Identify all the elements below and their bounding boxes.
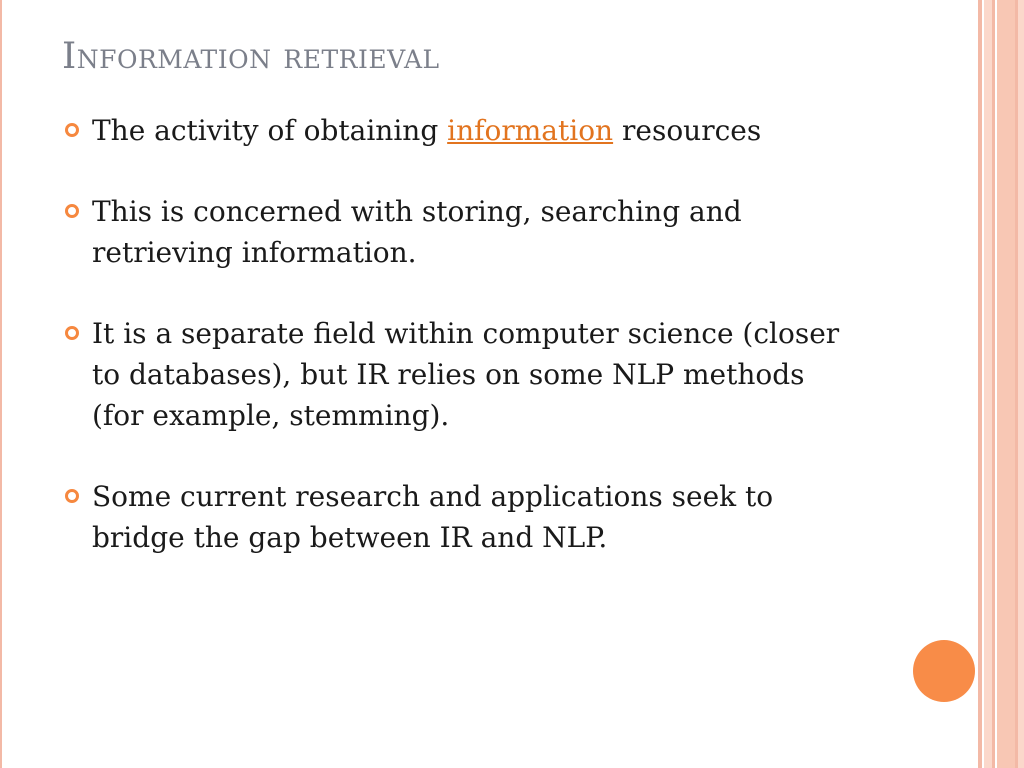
bullet-item xyxy=(62,110,862,151)
bullet-text: It is a separate field within computer science (closer to databases), but IR relies on some NLP methods (for example, stemming). xyxy=(92,317,840,432)
bullet-item xyxy=(62,313,862,436)
bullet-list xyxy=(62,110,862,598)
bullet-item xyxy=(62,191,862,273)
bullet-text: The activity of obtaining xyxy=(92,114,448,147)
right-stripe-decoration xyxy=(997,0,1015,768)
orange-circle-icon xyxy=(913,640,975,702)
right-stripe-decoration xyxy=(1018,0,1024,768)
orange-ring-icon xyxy=(65,489,79,503)
orange-ring-icon xyxy=(65,123,79,137)
orange-ring-icon xyxy=(65,326,79,340)
right-stripe-decoration xyxy=(984,0,992,768)
bullet-item xyxy=(62,476,862,558)
bullet-text: Some current research and applications seek to bridge the gap between IR and NLP. xyxy=(92,480,774,554)
right-stripe-decoration xyxy=(992,0,995,768)
orange-ring-icon xyxy=(65,204,79,218)
slide-title: Information retrieval xyxy=(62,36,440,77)
right-stripe-decoration xyxy=(978,0,982,768)
bullet-text: resources xyxy=(613,114,762,147)
information-link[interactable]: information xyxy=(447,114,614,147)
left-border-decoration xyxy=(0,0,2,768)
bullet-text: This is concerned with storing, searching and retrieving information. xyxy=(92,195,742,269)
